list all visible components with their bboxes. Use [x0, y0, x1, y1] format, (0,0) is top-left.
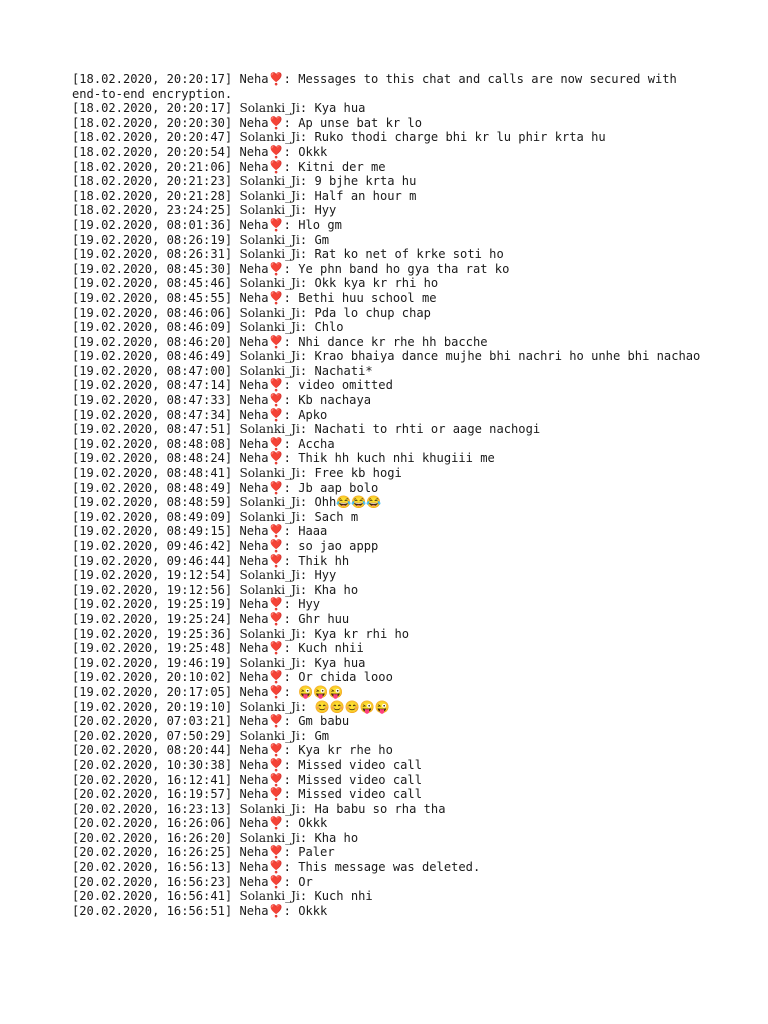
message-timestamp: [18.02.2020, 20:21:23] [72, 174, 233, 189]
message-timestamp: [19.02.2020, 08:48:49] [72, 480, 233, 495]
chat-message-line: [19.02.2020, 20:17:05] Neha❣️: 😜😜😜 [72, 684, 344, 699]
chat-message-line: [20.02.2020, 16:56:23] Neha❣️: Or [72, 874, 313, 889]
message-sender: Neha❣️ [239, 393, 284, 408]
message-text: Accha [298, 436, 335, 451]
message-timestamp: [19.02.2020, 08:47:33] [72, 393, 233, 408]
message-timestamp: [20.02.2020, 16:56:51] [72, 903, 233, 918]
message-timestamp: [19.02.2020, 08:47:51] [72, 422, 233, 437]
message-timestamp: [19.02.2020, 19:25:36] [72, 626, 233, 641]
message-sender: Neha❣️ [239, 115, 284, 130]
message-text: Paler [298, 845, 335, 860]
message-text: Kha ho [314, 830, 359, 845]
message-sender: Neha❣️ [239, 524, 284, 539]
message-timestamp: [19.02.2020, 08:45:30] [72, 261, 233, 276]
message-timestamp: [19.02.2020, 08:45:46] [72, 276, 233, 291]
chat-message-line: [19.02.2020, 08:45:46] Solanki_Ji: Okk kya kr rhi ho [72, 276, 439, 291]
message-sender: Neha❣️ [239, 684, 284, 699]
message-text: Kya kr rhi ho [314, 626, 410, 641]
message-sender: Neha❣️ [239, 159, 284, 174]
chat-message-line: [20.02.2020, 07:50:29] Solanki_Ji: Gm [72, 728, 329, 743]
message-text: Kya kr rhe ho [298, 743, 393, 758]
message-sender: Solanki_Ji [239, 830, 300, 845]
message-sender: Neha❣️ [239, 261, 284, 276]
message-text: 😊😊😊😜😜 [314, 699, 390, 714]
chat-message-line: [20.02.2020, 08:20:44] Neha❣️: Kya kr rhe ho [72, 743, 393, 758]
message-sender: Solanki_Ji [239, 363, 300, 378]
message-text: 9 bjhe krta hu [314, 174, 417, 189]
message-text: Hyy [314, 203, 337, 218]
message-sender: Solanki_Ji [239, 466, 300, 481]
message-sender: Neha❣️ [239, 553, 284, 568]
message-timestamp: [20.02.2020, 16:26:06] [72, 816, 233, 831]
message-text: Gm babu [298, 714, 350, 729]
chat-message-line: [19.02.2020, 08:48:24] Neha❣️: Thik hh kuch nhi khugiii me [72, 451, 495, 466]
message-text: Kuch nhii [298, 641, 364, 656]
message-timestamp: [19.02.2020, 19:46:19] [72, 655, 233, 670]
chat-message-line: [18.02.2020, 20:20:54] Neha❣️: Okkk [72, 144, 328, 159]
message-timestamp: [19.02.2020, 08:48:41] [72, 466, 233, 481]
chat-message-line: [19.02.2020, 08:47:33] Neha❣️: Kb nachaya [72, 393, 372, 408]
chat-message-line: [20.02.2020, 16:56:51] Neha❣️: Okkk [72, 903, 328, 918]
message-text: Okkk [298, 816, 328, 831]
message-text: Jb aap bolo [298, 480, 379, 495]
message-text: Ye phn band ho gya tha rat ko [298, 261, 510, 276]
message-sender: Solanki_Ji [239, 422, 300, 437]
message-sender: Neha❣️ [239, 787, 284, 802]
message-text: Ohh😂😂😂 [314, 495, 382, 510]
message-sender: Solanki_Ji [239, 203, 300, 218]
message-sender: Solanki_Ji [239, 188, 300, 203]
message-sender: Neha❣️ [239, 874, 284, 889]
message-text: Hlo gm [298, 217, 342, 232]
message-sender: Solanki_Ji [239, 232, 300, 247]
message-timestamp: [18.02.2020, 20:20:17] [72, 72, 233, 86]
message-text: Or chida looo [298, 670, 393, 685]
message-sender: Neha❣️ [239, 670, 284, 685]
message-timestamp: [18.02.2020, 20:20:47] [72, 130, 233, 145]
message-timestamp: [18.02.2020, 20:20:17] [72, 101, 233, 116]
message-timestamp: [19.02.2020, 08:46:49] [72, 349, 233, 364]
message-sender: Neha❣️ [239, 451, 284, 466]
chat-message-line: [20.02.2020, 16:23:13] Solanki_Ji: Ha babu so rha tha [72, 801, 446, 816]
chat-message-line: [20.02.2020, 07:03:21] Neha❣️: Gm babu [72, 714, 350, 729]
chat-message-line: [19.02.2020, 08:46:09] Solanki_Ji: Chlo [72, 320, 344, 335]
message-sender: Neha❣️ [239, 845, 284, 860]
message-sender: Solanki_Ji [239, 889, 300, 904]
chat-message-line: [19.02.2020, 09:46:44] Neha❣️: Thik hh [72, 553, 350, 568]
message-sender: Neha❣️ [239, 860, 284, 875]
message-text: Nachati to rhti or aage nachogi [314, 422, 541, 437]
chat-message-line: [19.02.2020, 08:46:49] Solanki_Ji: Krao bhaiya dance mujhe bhi nachri ho unhe bhi nachao [72, 349, 701, 364]
message-text: so jao appp [298, 539, 379, 553]
message-text: Rat ko net of krke soti ho [314, 247, 504, 262]
message-text: Kya hua [314, 101, 366, 116]
chat-message-line: [19.02.2020, 20:10:02] Neha❣️: Or chida looo [72, 670, 393, 685]
message-text: Kuch nhi [314, 889, 373, 904]
chat-message-line: [19.02.2020, 08:47:14] Neha❣️: video omitted [72, 378, 393, 393]
message-timestamp: [20.02.2020, 08:20:44] [72, 743, 233, 758]
message-sender: Solanki_Ji [239, 320, 300, 335]
message-text: Okkk [298, 144, 328, 159]
message-text: Kya hua [314, 655, 366, 670]
chat-message-line: [19.02.2020, 08:45:55] Neha❣️: Bethi huu school me [72, 290, 437, 305]
message-timestamp: [18.02.2020, 23:24:25] [72, 203, 233, 218]
message-text: Missed video call [298, 787, 422, 802]
message-sender: Neha❣️ [239, 480, 284, 495]
message-timestamp: [19.02.2020, 19:12:56] [72, 582, 233, 597]
message-timestamp: [19.02.2020, 08:46:09] [72, 320, 233, 335]
chat-message-line: [20.02.2020, 16:26:20] Solanki_Ji: Kha ho [72, 830, 359, 845]
message-sender: Neha❣️ [239, 72, 284, 86]
message-timestamp: [18.02.2020, 20:21:06] [72, 159, 233, 174]
message-sender: Neha❣️ [239, 144, 284, 159]
message-text: Half an hour m [314, 188, 417, 203]
message-sender: Neha❣️ [239, 378, 284, 393]
message-text: video omitted [298, 378, 393, 393]
chat-message-line: [18.02.2020, 23:24:25] Solanki_Ji: Hyy [72, 203, 337, 218]
message-sender: Solanki_Ji [239, 801, 300, 816]
chat-message-line: [20.02.2020, 16:56:41] Solanki_Ji: Kuch nhi [72, 889, 373, 904]
chat-message-line: [19.02.2020, 20:19:10] Solanki_Ji: 😊😊😊😜😜 [72, 699, 390, 714]
chat-message-line: [19.02.2020, 08:01:36] Neha❣️: Hlo gm [72, 217, 342, 232]
message-timestamp: [19.02.2020, 19:25:19] [72, 597, 233, 612]
message-text: Gm [314, 728, 329, 743]
message-timestamp: [18.02.2020, 20:20:54] [72, 144, 233, 159]
message-text: Nhi dance kr rhe hh bacche [298, 334, 488, 349]
chat-message-line: [19.02.2020, 08:48:59] Solanki_Ji: Ohh😂😂😂 [72, 495, 382, 510]
message-text: Kb nachaya [298, 393, 372, 408]
chat-transcript [72, 72, 712, 918]
message-sender: Solanki_Ji [239, 509, 300, 524]
message-sender: Solanki_Ji [239, 247, 300, 262]
message-timestamp: [20.02.2020, 16:56:41] [72, 889, 233, 904]
message-text: Okkk [298, 903, 328, 918]
message-timestamp: [19.02.2020, 19:25:48] [72, 641, 233, 656]
chat-message-line: [19.02.2020, 19:12:54] Solanki_Ji: Hyy [72, 568, 337, 583]
message-text: Sach m [314, 509, 359, 524]
message-timestamp: [20.02.2020, 16:19:57] [72, 787, 233, 802]
chat-message-line: [19.02.2020, 08:49:15] Neha❣️: Haaa [72, 524, 328, 539]
message-timestamp: [19.02.2020, 20:17:05] [72, 684, 233, 699]
message-timestamp: [20.02.2020, 16:23:13] [72, 801, 233, 816]
message-text: Kitni der me [298, 159, 386, 174]
message-text: Ap unse bat kr lo [298, 115, 422, 130]
message-sender: Solanki_Ji [239, 568, 300, 583]
chat-message-line: [20.02.2020, 16:26:06] Neha❣️: Okkk [72, 816, 328, 831]
message-text: Kha ho [314, 582, 359, 597]
chat-message-line: [19.02.2020, 08:47:51] Solanki_Ji: Nachati to rhti or aage nachogi [72, 422, 541, 437]
message-text: Nachati* [314, 363, 373, 378]
message-timestamp: [19.02.2020, 08:49:09] [72, 509, 233, 524]
message-sender: Neha❣️ [239, 743, 284, 758]
message-timestamp: [20.02.2020, 07:50:29] [72, 728, 233, 743]
message-timestamp: [20.02.2020, 16:26:25] [72, 845, 233, 860]
message-timestamp: [19.02.2020, 08:26:31] [72, 247, 233, 262]
chat-message-line: [19.02.2020, 19:25:24] Neha❣️: Ghr huu [72, 611, 350, 626]
chat-message-line: [19.02.2020, 08:49:09] Solanki_Ji: Sach m [72, 509, 359, 524]
message-timestamp: [20.02.2020, 16:12:41] [72, 772, 233, 787]
chat-message-line: [19.02.2020, 08:47:00] Solanki_Ji: Nachati* [72, 363, 373, 378]
chat-message-line: [19.02.2020, 08:45:30] Neha❣️: Ye phn band ho gya tha rat ko [72, 261, 510, 276]
message-text: Thik hh [298, 553, 350, 568]
message-text: Krao bhaiya dance mujhe bhi nachri ho unhe bhi nachao [314, 349, 701, 364]
chat-message-line: [19.02.2020, 08:48:49] Neha❣️: Jb aap bolo [72, 480, 379, 495]
message-text: Ghr huu [298, 611, 350, 626]
message-timestamp: [19.02.2020, 08:46:20] [72, 334, 233, 349]
message-sender: Neha❣️ [239, 597, 284, 612]
chat-message-line: [18.02.2020, 20:20:30] Neha❣️: Ap unse bat kr lo [72, 115, 422, 130]
chat-message-line: [19.02.2020, 19:25:19] Neha❣️: Hyy [72, 597, 321, 612]
message-timestamp: [19.02.2020, 20:10:02] [72, 670, 233, 685]
chat-message-line: [19.02.2020, 08:48:08] Neha❣️: Accha [72, 436, 335, 451]
message-timestamp: [19.02.2020, 08:47:00] [72, 363, 233, 378]
chat-message-line: [18.02.2020, 20:21:28] Solanki_Ji: Half an hour m [72, 188, 417, 203]
message-text: Missed video call [298, 757, 422, 772]
message-sender: Solanki_Ji [239, 699, 300, 714]
message-text: 😜😜😜 [298, 684, 344, 699]
chat-message-line: [19.02.2020, 19:46:19] Solanki_Ji: Kya hua [72, 655, 366, 670]
message-timestamp: [19.02.2020, 08:01:36] [72, 217, 233, 232]
message-text: Ha babu so rha tha [314, 801, 446, 816]
message-timestamp: [19.02.2020, 09:46:42] [72, 539, 233, 553]
message-timestamp: [19.02.2020, 19:12:54] [72, 568, 233, 583]
message-sender: Solanki_Ji [239, 305, 300, 320]
message-timestamp: [19.02.2020, 08:45:55] [72, 290, 233, 305]
message-sender: Neha❣️ [239, 539, 284, 553]
message-text: Thik hh kuch nhi khugiii me [298, 451, 495, 466]
message-text: Messages to this chat and calls are now secured with end-to-end encryption. [72, 72, 685, 101]
message-sender: Solanki_Ji [239, 174, 300, 189]
message-timestamp: [19.02.2020, 20:19:10] [72, 699, 233, 714]
message-sender: Solanki_Ji [239, 728, 300, 743]
message-sender: Solanki_Ji [239, 130, 300, 145]
message-text: Haaa [298, 524, 328, 539]
message-sender: Neha❣️ [239, 611, 284, 626]
message-sender: Neha❣️ [239, 334, 284, 349]
message-timestamp: [19.02.2020, 08:47:14] [72, 378, 233, 393]
message-text: Or [298, 874, 313, 889]
chat-message-line: [19.02.2020, 08:26:19] Solanki_Ji: Gm [72, 232, 329, 247]
message-sender: Solanki_Ji [239, 495, 300, 510]
message-text: This message was deleted. [298, 860, 481, 875]
message-sender: Neha❣️ [239, 816, 284, 831]
chat-message-line: [18.02.2020, 20:20:17] Solanki_Ji: Kya hua [72, 101, 366, 116]
chat-message-line: [19.02.2020, 08:47:34] Neha❣️: Apko [72, 407, 328, 422]
message-sender: Neha❣️ [239, 641, 284, 656]
message-text: Pda lo chup chap [314, 305, 431, 320]
chat-message-line: [20.02.2020, 16:26:25] Neha❣️: Paler [72, 845, 335, 860]
chat-message-line: [20.02.2020, 16:12:41] Neha❣️: Missed video call [72, 772, 422, 787]
message-timestamp: [19.02.2020, 08:48:59] [72, 495, 233, 510]
chat-message-line: [19.02.2020, 19:25:36] Solanki_Ji: Kya kr rhi ho [72, 626, 410, 641]
chat-message-line: [20.02.2020, 10:30:38] Neha❣️: Missed video call [72, 757, 422, 772]
message-timestamp: [19.02.2020, 08:48:08] [72, 436, 233, 451]
message-sender: Neha❣️ [239, 217, 284, 232]
message-sender: Solanki_Ji [239, 655, 300, 670]
chat-message-line: [18.02.2020, 20:21:06] Neha❣️: Kitni der me [72, 159, 386, 174]
chat-message-line: [19.02.2020, 08:48:41] Solanki_Ji: Free kb hogi [72, 466, 402, 481]
message-timestamp: [20.02.2020, 16:26:20] [72, 830, 233, 845]
message-timestamp: [19.02.2020, 19:25:24] [72, 611, 233, 626]
message-sender: Neha❣️ [239, 407, 284, 422]
chat-message-line: [19.02.2020, 08:26:31] Solanki_Ji: Rat ko net of krke soti ho [72, 247, 504, 262]
message-sender: Neha❣️ [239, 290, 284, 305]
message-sender: Solanki_Ji [239, 276, 300, 291]
chat-message-line: [19.02.2020, 19:25:48] Neha❣️: Kuch nhii [72, 641, 364, 656]
message-text: Missed video call [298, 772, 422, 787]
message-sender: Solanki_Ji [239, 349, 300, 364]
message-timestamp: [20.02.2020, 16:56:13] [72, 860, 233, 875]
message-timestamp: [19.02.2020, 08:48:24] [72, 451, 233, 466]
message-sender: Neha❣️ [239, 757, 284, 772]
message-sender: Neha❣️ [239, 714, 284, 729]
message-sender: Solanki_Ji [239, 626, 300, 641]
chat-message-line: [18.02.2020, 20:20:17] Neha❣️: Messages to this chat and calls are now secured with end-to-end encryption. [72, 72, 685, 101]
message-timestamp: [19.02.2020, 08:49:15] [72, 524, 233, 539]
message-text: Free kb hogi [314, 466, 402, 481]
message-text: Chlo [314, 320, 344, 335]
message-timestamp: [19.02.2020, 08:47:34] [72, 407, 233, 422]
chat-message-line: [18.02.2020, 20:20:47] Solanki_Ji: Ruko thodi charge bhi kr lu phir krta hu [72, 130, 606, 145]
message-sender: Neha❣️ [239, 772, 284, 787]
chat-message-line: [20.02.2020, 16:19:57] Neha❣️: Missed video call [72, 787, 422, 802]
message-timestamp: [20.02.2020, 16:56:23] [72, 874, 233, 889]
message-sender: Neha❣️ [239, 436, 284, 451]
chat-message-line: [18.02.2020, 20:21:23] Solanki_Ji: 9 bjhe krta hu [72, 174, 417, 189]
message-timestamp: [19.02.2020, 08:46:06] [72, 305, 233, 320]
message-text: Gm [314, 232, 329, 247]
message-sender: Neha❣️ [239, 903, 284, 918]
message-text: Hyy [314, 568, 337, 583]
message-text: Hyy [298, 597, 321, 612]
message-timestamp: [19.02.2020, 08:26:19] [72, 232, 233, 247]
message-text: Okk kya kr rhi ho [314, 276, 439, 291]
chat-message-line: [19.02.2020, 09:46:42] Neha❣️: so jao appp [72, 539, 379, 553]
message-text: Ruko thodi charge bhi kr lu phir krta hu [314, 130, 606, 145]
chat-message-line: [19.02.2020, 08:46:20] Neha❣️: Nhi dance kr rhe hh bacche [72, 334, 488, 349]
message-text: Apko [298, 407, 328, 422]
chat-message-line: [19.02.2020, 08:46:06] Solanki_Ji: Pda lo chup chap [72, 305, 431, 320]
message-timestamp: [18.02.2020, 20:20:30] [72, 115, 233, 130]
message-sender: Solanki_Ji [239, 101, 300, 116]
chat-message-line: [20.02.2020, 16:56:13] Neha❣️: This message was deleted. [72, 860, 481, 875]
message-timestamp: [20.02.2020, 10:30:38] [72, 757, 233, 772]
message-timestamp: [19.02.2020, 09:46:44] [72, 553, 233, 568]
chat-message-line: [19.02.2020, 19:12:56] Solanki_Ji: Kha ho [72, 582, 359, 597]
message-text: Bethi huu school me [298, 290, 437, 305]
message-timestamp: [18.02.2020, 20:21:28] [72, 188, 233, 203]
message-sender: Solanki_Ji [239, 582, 300, 597]
message-timestamp: [20.02.2020, 07:03:21] [72, 714, 233, 729]
